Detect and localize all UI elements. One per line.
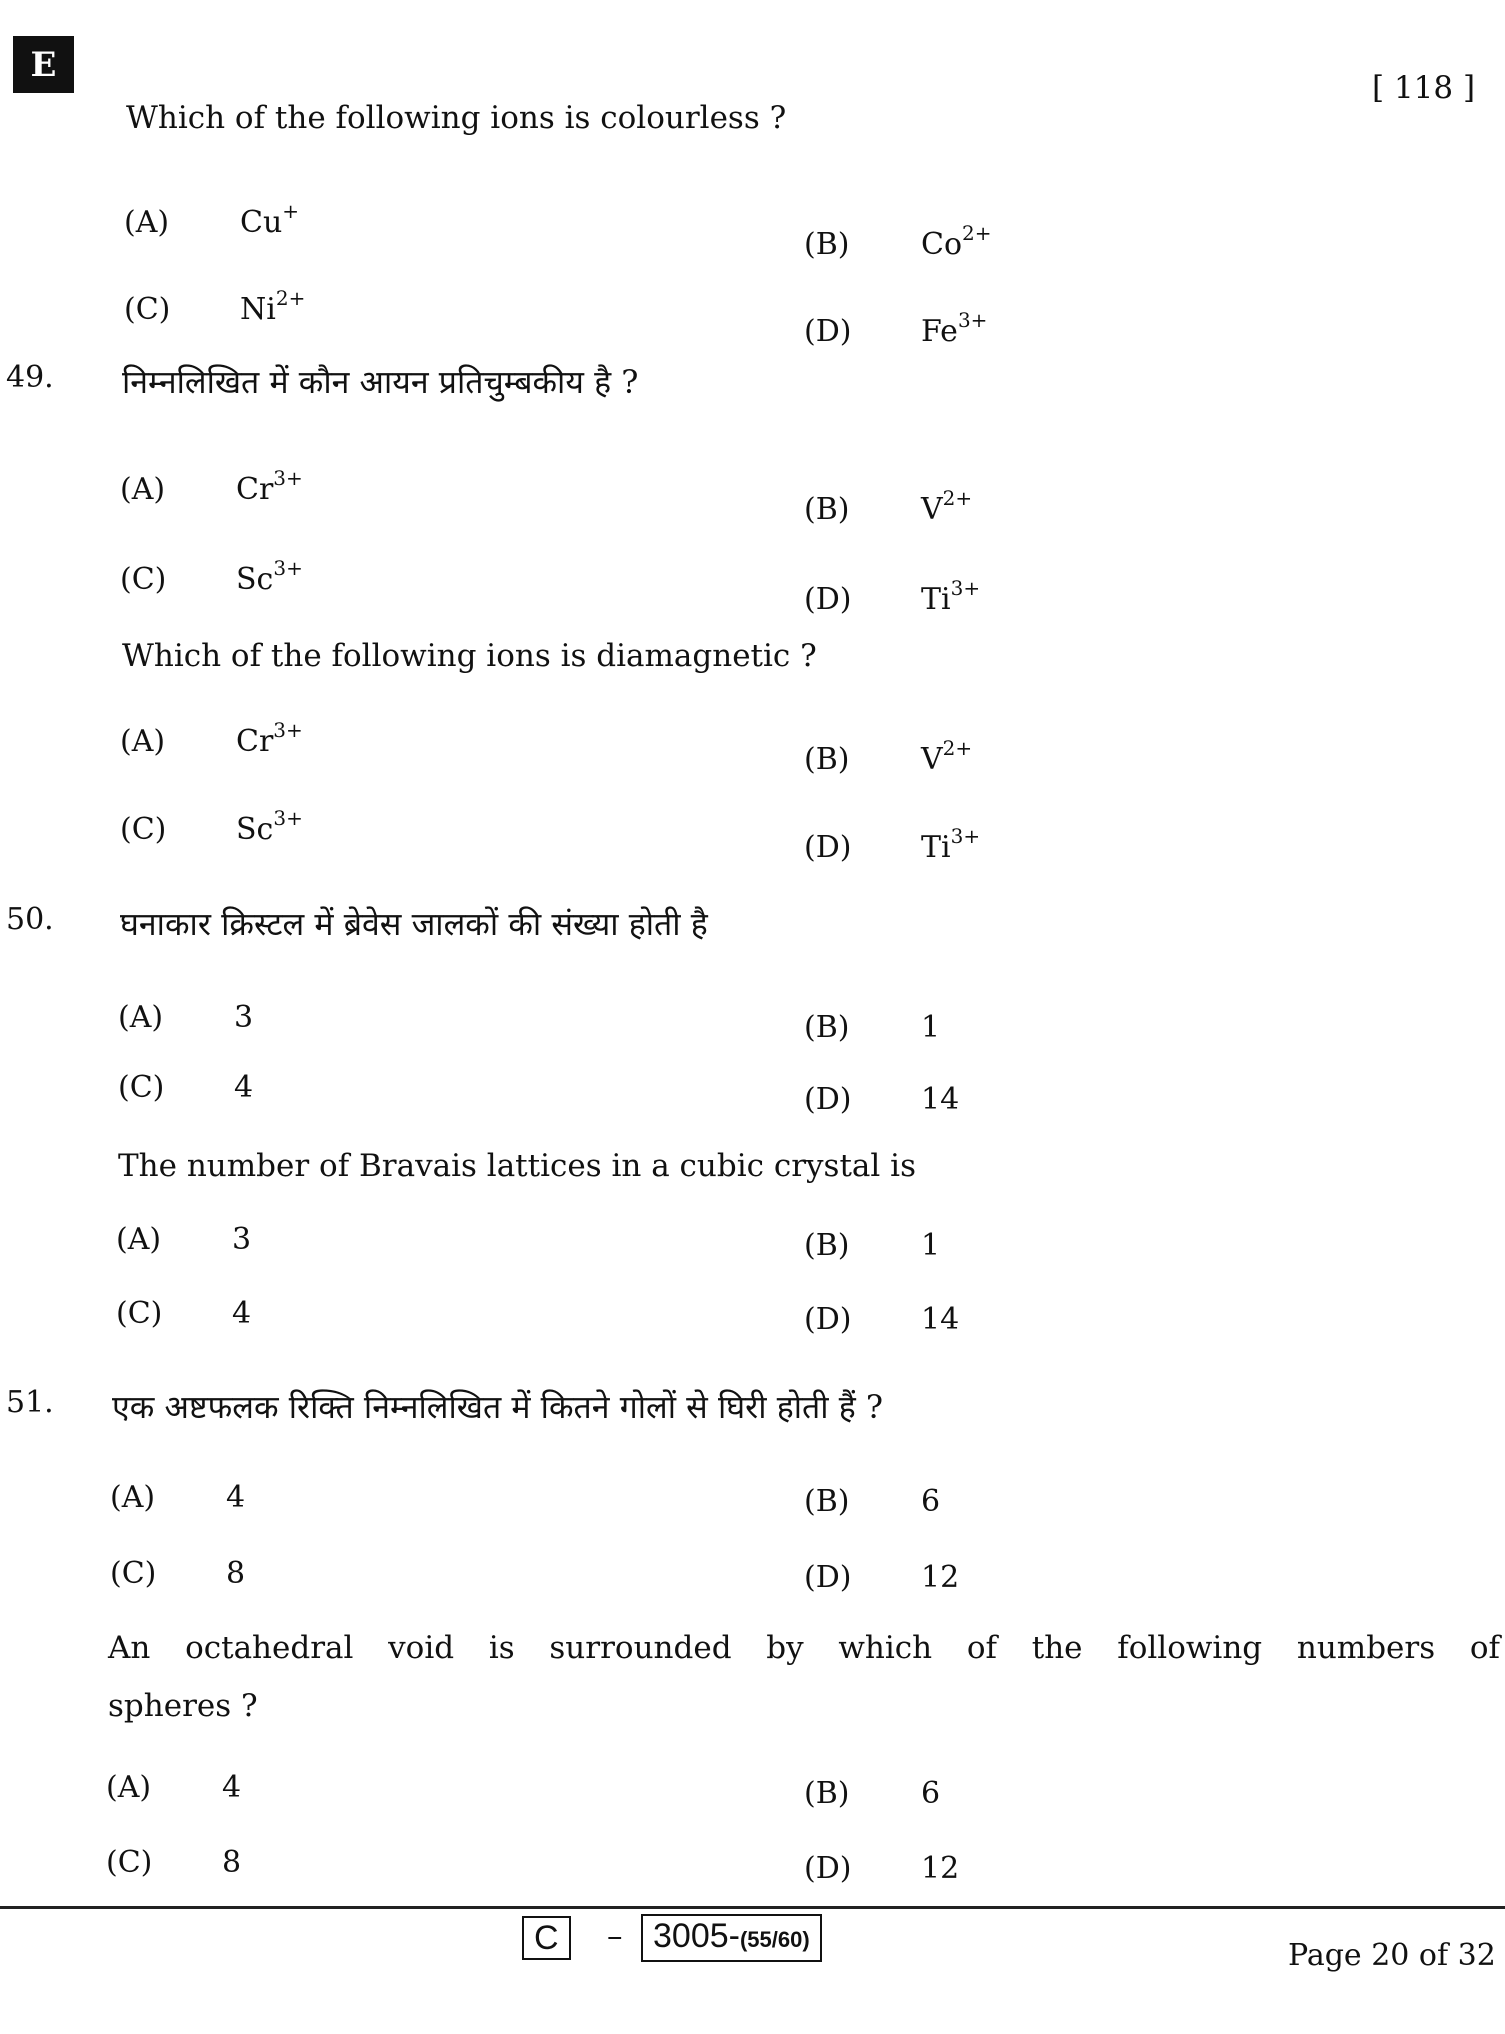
option-base: V [921, 742, 943, 777]
option-label: (A) [110, 1480, 156, 1515]
option-value [921, 576, 981, 617]
option-base: Co [921, 227, 963, 262]
option-label: (B) [804, 227, 850, 262]
question-text: Which of the following ions is colourless ? [126, 100, 787, 136]
option-base: Ni [240, 292, 276, 327]
option-label: (B) [804, 1484, 850, 1519]
option-label: (B) [804, 492, 850, 527]
option-label: (C) [124, 292, 171, 327]
option-value [222, 1770, 241, 1805]
question-text: निम्नलिखित में कौन आयन प्रतिचुम्बकीय है ? [122, 363, 639, 401]
option-base: 3 [232, 1222, 252, 1257]
option-base: 8 [226, 1556, 246, 1591]
footer-divider [0, 1906, 1505, 1909]
option-value [921, 1302, 959, 1337]
option-label: (C) [116, 1296, 163, 1331]
option-value [921, 1560, 959, 1595]
option-base: 6 [921, 1484, 941, 1519]
option-value [226, 1480, 245, 1515]
option-value [234, 1000, 253, 1035]
option-base: Cr [236, 724, 274, 759]
page-number: Page 20 of 32 [1288, 1938, 1496, 1973]
option-base: 1 [921, 1228, 941, 1263]
option-label: (A) [120, 472, 166, 507]
question-text: घनाकार क्रिस्टल में ब्रेवेस जालकों की संख्या होती है [120, 905, 708, 943]
option-value [236, 806, 303, 847]
option-value [921, 221, 992, 262]
option-charge: 2+ [962, 221, 992, 245]
option-label: (D) [804, 830, 852, 865]
option-label: (B) [804, 1010, 850, 1045]
option-value [921, 824, 981, 865]
set-letter-badge: E [13, 36, 74, 93]
option-label: (A) [124, 205, 170, 240]
option-charge: 3+ [273, 556, 303, 580]
option-label: (D) [804, 1560, 852, 1595]
option-value [236, 466, 303, 507]
question-text: An octahedral void is surrounded by which of the following numbers of [108, 1630, 1500, 1666]
option-base: 3 [234, 1000, 254, 1035]
question-text: The number of Bravais lattices in a cubic crystal is [118, 1148, 916, 1184]
option-value [232, 1296, 251, 1331]
option-value [921, 1082, 959, 1117]
option-charge: 3+ [273, 718, 303, 742]
option-label: (C) [110, 1556, 157, 1591]
option-charge: 3+ [273, 806, 303, 830]
option-base: Cr [236, 472, 274, 507]
option-value [240, 199, 300, 240]
option-value [921, 1010, 940, 1045]
option-value [236, 718, 303, 759]
option-value [921, 1228, 940, 1263]
option-charge: + [282, 199, 300, 223]
option-value [234, 1070, 253, 1105]
option-base: 14 [921, 1082, 960, 1117]
paper-code: 3005- [653, 1917, 740, 1955]
option-base: Sc [236, 812, 274, 847]
option-label: (A) [116, 1222, 162, 1257]
option-base: 4 [232, 1296, 252, 1331]
option-value [226, 1556, 245, 1591]
option-base: Sc [236, 562, 274, 597]
option-value [222, 1845, 241, 1880]
option-base: Ti [921, 830, 951, 865]
option-label: (C) [106, 1845, 153, 1880]
option-label: (D) [804, 1082, 852, 1117]
option-base: 4 [226, 1480, 246, 1515]
question-number: 49. [6, 360, 54, 395]
footer-dash: – [607, 1918, 623, 1954]
option-base: 12 [921, 1851, 960, 1886]
option-value [921, 1776, 940, 1811]
option-base: 8 [222, 1845, 242, 1880]
option-charge: 3+ [950, 576, 981, 600]
option-label: (A) [120, 724, 166, 759]
option-value [921, 1851, 959, 1886]
option-charge: 2+ [942, 486, 973, 510]
option-base: 14 [921, 1302, 960, 1337]
option-base: 6 [921, 1776, 941, 1811]
option-label: (B) [804, 742, 850, 777]
question-text: एक अष्टफलक रिक्ति निम्नलिखित में कितने गोलों से घिरी होती हैं ? [112, 1388, 884, 1426]
option-label: (B) [804, 1776, 850, 1811]
option-label: (C) [120, 812, 167, 847]
option-value [921, 308, 988, 349]
series-box: C [522, 1916, 571, 1960]
option-value [921, 486, 973, 527]
paper-code-box [641, 1914, 822, 1962]
option-charge: 3+ [950, 824, 981, 848]
option-label: (C) [120, 562, 167, 597]
question-text: Which of the following ions is diamagnetic ? [122, 638, 817, 674]
option-base: Cu [240, 205, 283, 240]
option-label: (D) [804, 1302, 852, 1337]
option-base: 12 [921, 1560, 960, 1595]
option-charge: 2+ [942, 736, 973, 760]
option-label: (B) [804, 1228, 850, 1263]
option-charge: 2+ [275, 286, 306, 310]
option-value [921, 1484, 940, 1519]
question-number: 51. [6, 1385, 54, 1420]
paper-code-sub: (55/60) [739, 1927, 810, 1952]
option-value [236, 556, 303, 597]
option-value [921, 736, 973, 777]
question-number: 50. [6, 902, 54, 937]
option-label: (D) [804, 314, 852, 349]
option-label: (A) [106, 1770, 152, 1805]
option-charge: 3+ [273, 466, 303, 490]
question-text-cont: spheres ? [108, 1688, 258, 1724]
page-code: [ 118 ] [1372, 70, 1476, 106]
option-label: (C) [118, 1070, 165, 1105]
option-base: Fe [921, 314, 958, 349]
option-base: Ti [921, 582, 951, 617]
option-value [240, 286, 306, 327]
option-base: V [921, 492, 943, 527]
option-base: 1 [921, 1010, 941, 1045]
option-value [232, 1222, 251, 1257]
option-label: (A) [118, 1000, 164, 1035]
option-label: (D) [804, 582, 852, 617]
option-base: 4 [234, 1070, 254, 1105]
option-label: (D) [804, 1851, 852, 1886]
option-charge: 3+ [957, 308, 988, 332]
option-base: 4 [222, 1770, 242, 1805]
